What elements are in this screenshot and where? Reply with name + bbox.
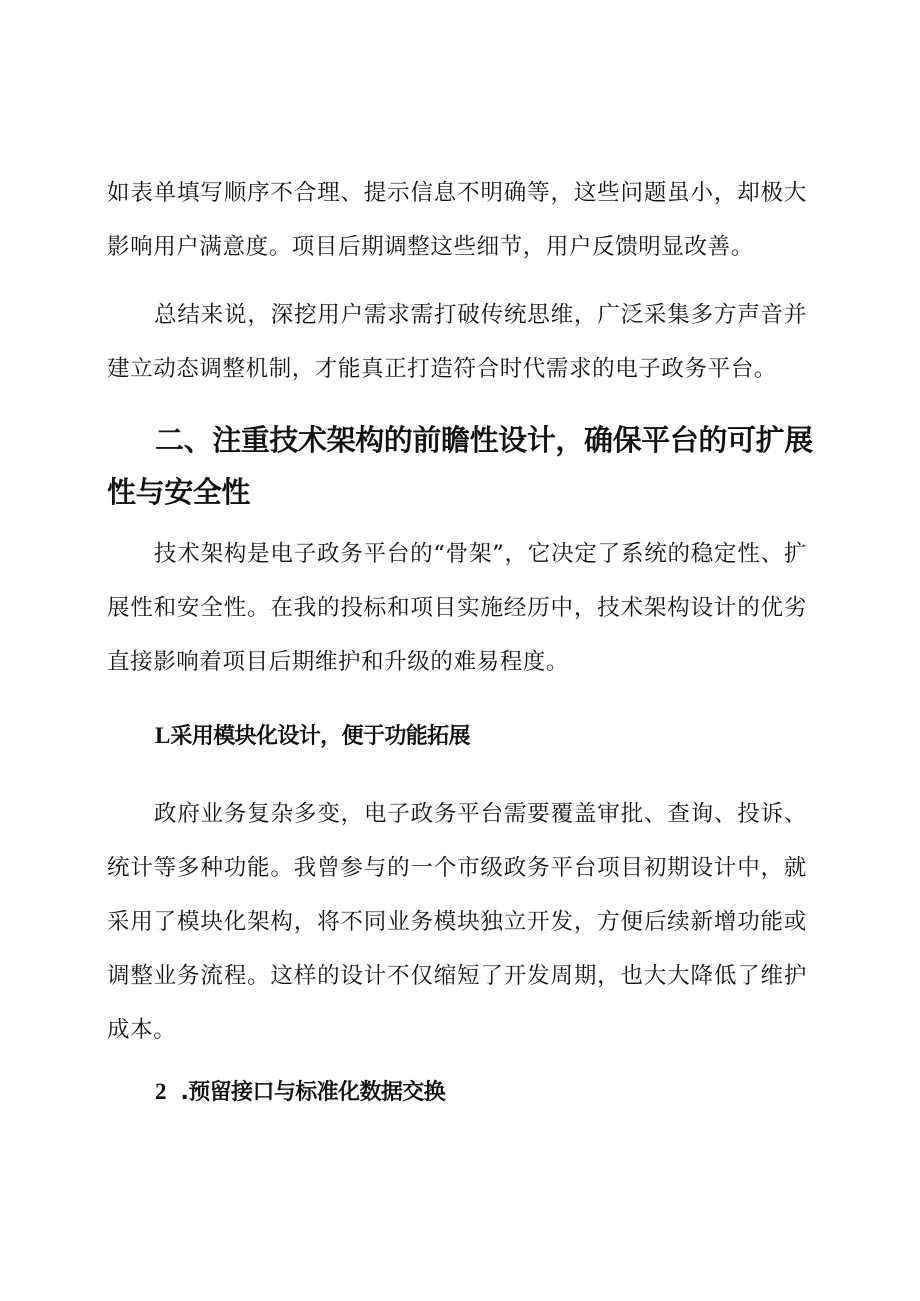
subheading-number: 2: [155, 1079, 167, 1104]
subheading-number: L: [155, 723, 171, 748]
body-paragraph-architecture: 技术架构是电子政务平台的“骨架”，它决定了系统的稳定性、扩展性和安全性。在我的投标和项目实施经历中，技术架构设计的优劣直接影响着项目后期维护和升级的难易程度。: [107, 541, 807, 675]
section-heading: 二、注重技术架构的前瞻性设计，确保平台的可扩展性与安全性: [107, 423, 813, 509]
subheading-interface-exchange: [155, 1072, 445, 1113]
subheading-text: 采用模块化设计，便于功能拓展: [170, 724, 470, 749]
body-paragraph-summary: 总结来说，深挖用户需求需打破传统思维，广泛采集多方声音并建立动态调整机制，才能真正打造符合时代需求的电子政务平台。: [107, 302, 807, 382]
subheading-text: .预留接口与标准化数据交换: [180, 1080, 446, 1105]
body-paragraph-continuation: 如表单填写顺序不合理、提示信息不明确等，这些问题虽小，却极大影响用户满意度。项目后期调整这些细节，用户反馈明显改善。: [107, 180, 807, 260]
subheading-modular-design: [155, 716, 470, 757]
body-paragraph-modular: 政府业务复杂多变，电子政务平台需要覆盖审批、查询、投诉、统计等多种功能。我曾参与的一个市级政务平台项目初期设计中，就采用了模块化架构，将不同业务模块独立开发，方便后续新增功能或调整业务流程。这样的设计不仅缩短了开发周期，也大大降低了维护成本。: [107, 801, 807, 1043]
